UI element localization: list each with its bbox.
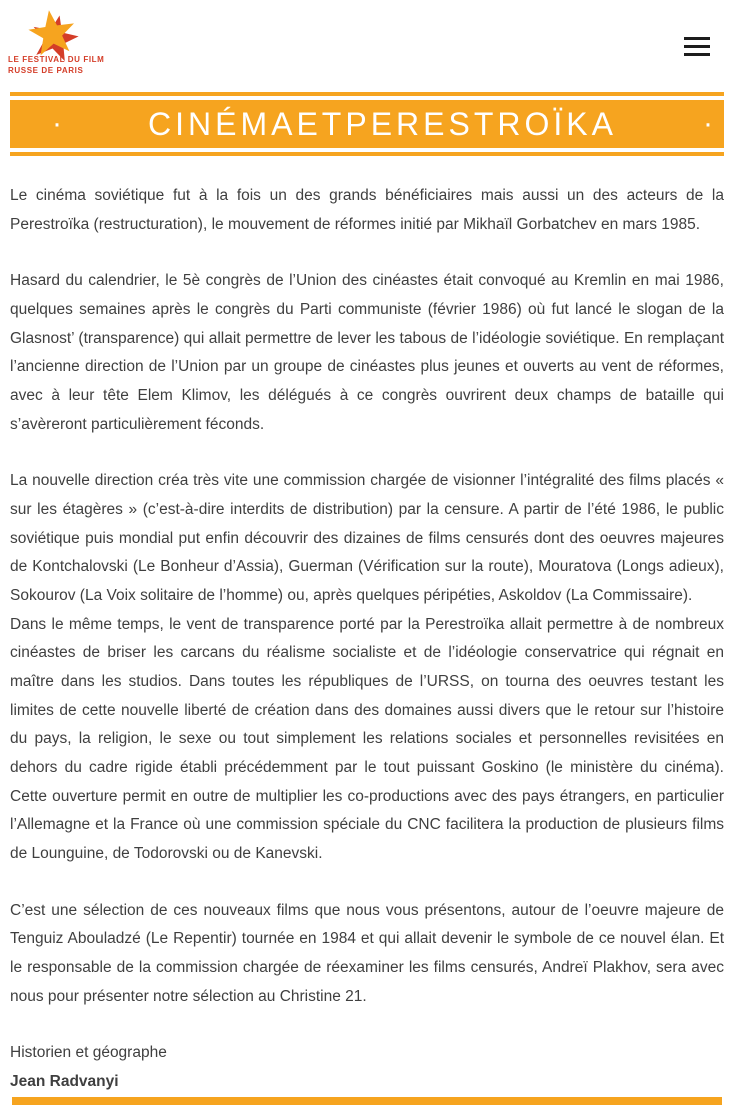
banner-top-line [10,92,724,96]
signature-name: Jean Radvanyi [10,1073,119,1091]
hamburger-menu-icon[interactable] [680,28,714,65]
footer-accent-bar [12,1097,722,1105]
logo-text-line1: LE FESTIVAL DU FILM [8,55,105,64]
site-logo[interactable] [8,8,104,77]
banner-right-dot: · [702,107,713,140]
paragraph: Le cinéma soviétique fut à la fois un des grands bénéficiaires mais aussi un des acteurs de la Perestroïka (restructuration), le mouvement de réformes initié par Mikhaïl Gorbatchev en mars 1985. [10,187,724,233]
paragraph: Dans le même temps, le vent de transparence porté par la Perestroïka allait permettre à de nombreux cinéastes de briser les carcans du réalisme socialiste et de l’idéologie conservatrice qui régnait en maître dans les studios. Dans toutes les républiques de l’URSS, on tourna des oeuvres testant les limites de cette nouvelle liberté de création dans des domaines aussi divers que le retour sur l’histoire du pays, la religion, le sexe ou tout simplement les relations sociales et personnelles revisitées en dehors du cadre rigide établi précédemment par le tout puissant Goskino (le ministère du cinéma). Cette ouverture permit en outre de multiplier les co-productions avec des pays étrangers, en particulier l’Allemagne et la France où une commission spéciale du CNC facilitera la production de plusieurs films de Lounguine, de Todorovski ou de Kanevski. [10,615,724,863]
page-title-word-1: CINÉMA [148,105,297,142]
signature-role: Historien et géographe [10,1044,167,1062]
paragraph: C’est une sélection de ces nouveaux films que nous vous présentons, autour de l’oeuvre majeure de Tenguiz Abouladzé (Le Repentir) tournée en 1984 et qui allait devenir le symbole de ce nouvel élan. Et le responsable de la commission chargée de réexaminer les films censurés, Andreï Plakhov, sera avec nous pour présenter notre sélection au Christine 21. [10,901,724,1005]
logo-text [8,55,104,77]
logo-text-line2: RUSSE DE PARIS [8,65,84,75]
banner-left-dot: · [52,107,62,140]
paragraph: Hasard du calendrier, le 5è congrès de l’Union des cinéastes était convoqué au Kremlin en mai 1986, quelques semaines après le congrès du Parti communiste (février 1986) où fut lancé le slogan de la Glasnost’ (transparence) qui allait permettre de lever les tabous de l’idéologie soviétique. En remplaçant l’ancienne direction de l’Union par un groupe de cinéastes plus jeunes et ouverts au vent de réformes, avec à leur tête Elem Klimov, les délégués à ce congrès ouvrirent deux champs de bataille qui s’avèreront particulièrement féconds. [10,272,724,433]
title-banner [0,92,734,156]
paragraph: La nouvelle direction créa très vite une commission chargée de visionner l’intégralité des films placés « sur les étagères » (c’est-à-dire interdits de distribution) par la censure. A partir de l’été 1986, le public soviétique puis mondial put enfin découvrir des dizaines de films censurés dont des oeuvres majeures de Kontchalovski (Le Bonheur d’Assia), Guerman (Vérification sur la route), Mouratova (Longs adieux), Sokourov (La Voix solitaire de l’homme) ou, après quelques péripéties, Askoldov (La Commissaire). [10,472,724,605]
site-header [0,0,734,92]
page-title [62,106,703,143]
page-title-word-3: PERESTROÏKA [345,105,617,142]
article-content [0,156,734,1097]
banner-bar [10,100,724,148]
page-title-word-2: ET [296,105,346,142]
